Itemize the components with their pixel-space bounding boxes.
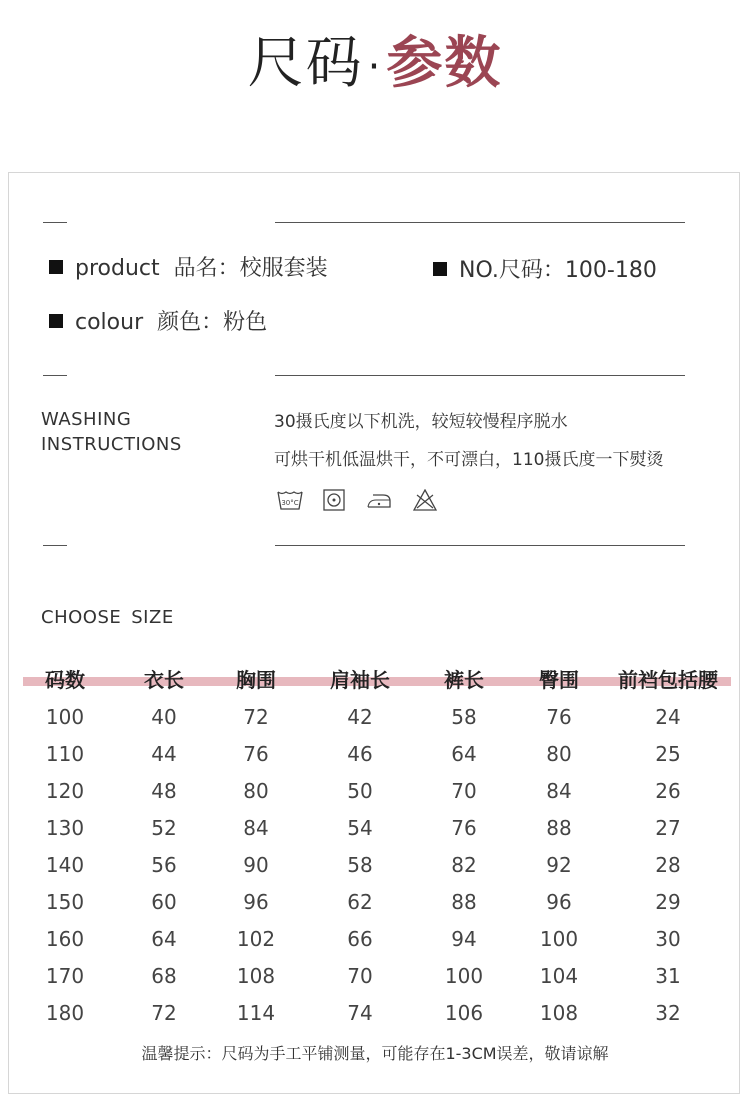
table-cell: 66 <box>347 926 373 951</box>
table-cell: 120 <box>45 778 85 803</box>
table-cell: 76 <box>546 704 572 729</box>
table-cell: 140 <box>45 852 85 877</box>
table-cell: 102 <box>236 926 276 951</box>
table-cell: 82 <box>451 852 477 877</box>
table-cell: 104 <box>539 963 579 988</box>
table-cell: 64 <box>151 926 177 951</box>
table-cell: 150 <box>45 889 85 914</box>
washing-title: WASHING INSTRUCTIONS <box>41 409 182 455</box>
divider-long <box>275 545 685 546</box>
table-cell: 46 <box>347 741 373 766</box>
table-row <box>9 920 741 957</box>
table-body <box>9 698 741 1031</box>
divider-short <box>43 545 67 546</box>
table-row <box>9 957 741 994</box>
table-cell: 52 <box>151 815 177 840</box>
table-cell: 106 <box>444 1000 484 1025</box>
table-cell: 70 <box>347 963 373 988</box>
table-cell: 29 <box>655 889 681 914</box>
colour-en-label: colour <box>75 310 144 335</box>
washing-line-1: 30摄氏度以下机洗，较短较慢程序脱水 <box>274 412 568 432</box>
spec-card <box>8 172 740 1094</box>
title-bold: 参数 <box>386 31 503 96</box>
table-cell: 50 <box>347 778 373 803</box>
table-cell: 88 <box>546 815 572 840</box>
table-cell: 90 <box>243 852 269 877</box>
table-cell: 32 <box>655 1000 681 1025</box>
header-cell: 衣长 <box>144 667 184 692</box>
table-cell: 130 <box>45 815 85 840</box>
choose-size-title: CHOOSE SIZE <box>41 607 174 628</box>
size-en-label: NO. <box>459 258 499 283</box>
header-cell: 裤长 <box>444 667 484 692</box>
table-cell: 160 <box>45 926 85 951</box>
table-cell: 72 <box>151 1000 177 1025</box>
table-row <box>9 809 741 846</box>
table-cell: 170 <box>45 963 85 988</box>
size-table <box>9 661 741 1031</box>
table-cell: 30 <box>655 926 681 951</box>
colour-value: 粉色 <box>223 310 268 335</box>
measurement-note: 温馨提示：尺码为手工平铺测量，可能存在1-3CM误差，敬请谅解 <box>141 1044 609 1063</box>
washing-line-2: 可烘干机低温烘干，不可漂白，110摄氏度一下熨烫 <box>274 450 664 470</box>
divider-short <box>43 375 67 376</box>
table-cell: 100 <box>444 963 484 988</box>
table-row <box>9 772 741 809</box>
header-cell: 码数 <box>45 667 85 692</box>
table-row <box>9 846 741 883</box>
header-cell: 胸围 <box>236 667 276 692</box>
table-cell: 84 <box>243 815 269 840</box>
table-row <box>9 883 741 920</box>
title-separator: · <box>367 43 383 90</box>
table-cell: 72 <box>243 704 269 729</box>
table-cell: 108 <box>236 963 276 988</box>
table-cell: 25 <box>655 741 681 766</box>
table-cell: 110 <box>45 741 85 766</box>
table-cell: 96 <box>546 889 572 914</box>
square-bullet-icon <box>49 314 63 328</box>
product-label: 品名： <box>173 256 240 281</box>
iron-icon <box>365 489 393 511</box>
page-title <box>0 28 750 103</box>
table-cell: 58 <box>451 704 477 729</box>
header-cell: 肩袖长 <box>330 667 390 692</box>
size-info <box>433 253 657 284</box>
table-cell: 80 <box>243 778 269 803</box>
table-cell: 42 <box>347 704 373 729</box>
table-header <box>9 661 741 698</box>
table-cell: 76 <box>243 741 269 766</box>
table-cell: 62 <box>347 889 373 914</box>
product-value: 校服套装 <box>239 256 328 281</box>
square-bullet-icon <box>433 262 447 276</box>
tumble-dry-icon <box>323 489 345 511</box>
table-row <box>9 735 741 772</box>
table-cell: 88 <box>451 889 477 914</box>
table-row <box>9 994 741 1031</box>
colour-label: 颜色： <box>157 310 224 335</box>
table-cell: 180 <box>45 1000 85 1025</box>
table-cell: 94 <box>451 926 477 951</box>
table-cell: 64 <box>451 741 477 766</box>
square-bullet-icon <box>49 260 63 274</box>
table-cell: 92 <box>546 852 572 877</box>
table-cell: 31 <box>655 963 681 988</box>
divider-long <box>275 375 685 376</box>
table-cell: 114 <box>236 1000 276 1025</box>
wash-30c-icon <box>277 489 303 511</box>
size-value: 100-180 <box>564 258 657 283</box>
table-cell: 100 <box>539 926 579 951</box>
size-label: 尺码： <box>498 258 565 283</box>
table-cell: 100 <box>45 704 85 729</box>
care-icons <box>277 489 437 511</box>
divider-long <box>275 222 685 223</box>
table-cell: 108 <box>539 1000 579 1025</box>
table-cell: 27 <box>655 815 681 840</box>
table-cell: 56 <box>151 852 177 877</box>
table-cell: 24 <box>655 704 681 729</box>
table-row <box>9 698 741 735</box>
table-cell: 76 <box>451 815 477 840</box>
table-cell: 84 <box>546 778 572 803</box>
table-cell: 68 <box>151 963 177 988</box>
divider-short <box>43 222 67 223</box>
no-bleach-icon <box>413 489 437 511</box>
table-cell: 70 <box>451 778 477 803</box>
header-cell: 臀围 <box>539 667 579 692</box>
table-cell: 80 <box>546 741 572 766</box>
table-cell: 74 <box>347 1000 373 1025</box>
table-cell: 26 <box>655 778 681 803</box>
title-light: 尺码 <box>247 31 364 96</box>
table-cell: 44 <box>151 741 177 766</box>
table-cell: 58 <box>347 852 373 877</box>
product-info <box>49 251 328 282</box>
table-cell: 96 <box>243 889 269 914</box>
colour-info <box>49 305 267 336</box>
table-cell: 40 <box>151 704 177 729</box>
table-cell: 28 <box>655 852 681 877</box>
table-cell: 48 <box>151 778 177 803</box>
header-cell: 前裆包括腰 <box>618 667 718 692</box>
table-cell: 60 <box>151 889 177 914</box>
product-en-label: product <box>75 256 160 281</box>
svg-text:30°C: 30°C <box>281 499 299 507</box>
table-cell: 54 <box>347 815 373 840</box>
